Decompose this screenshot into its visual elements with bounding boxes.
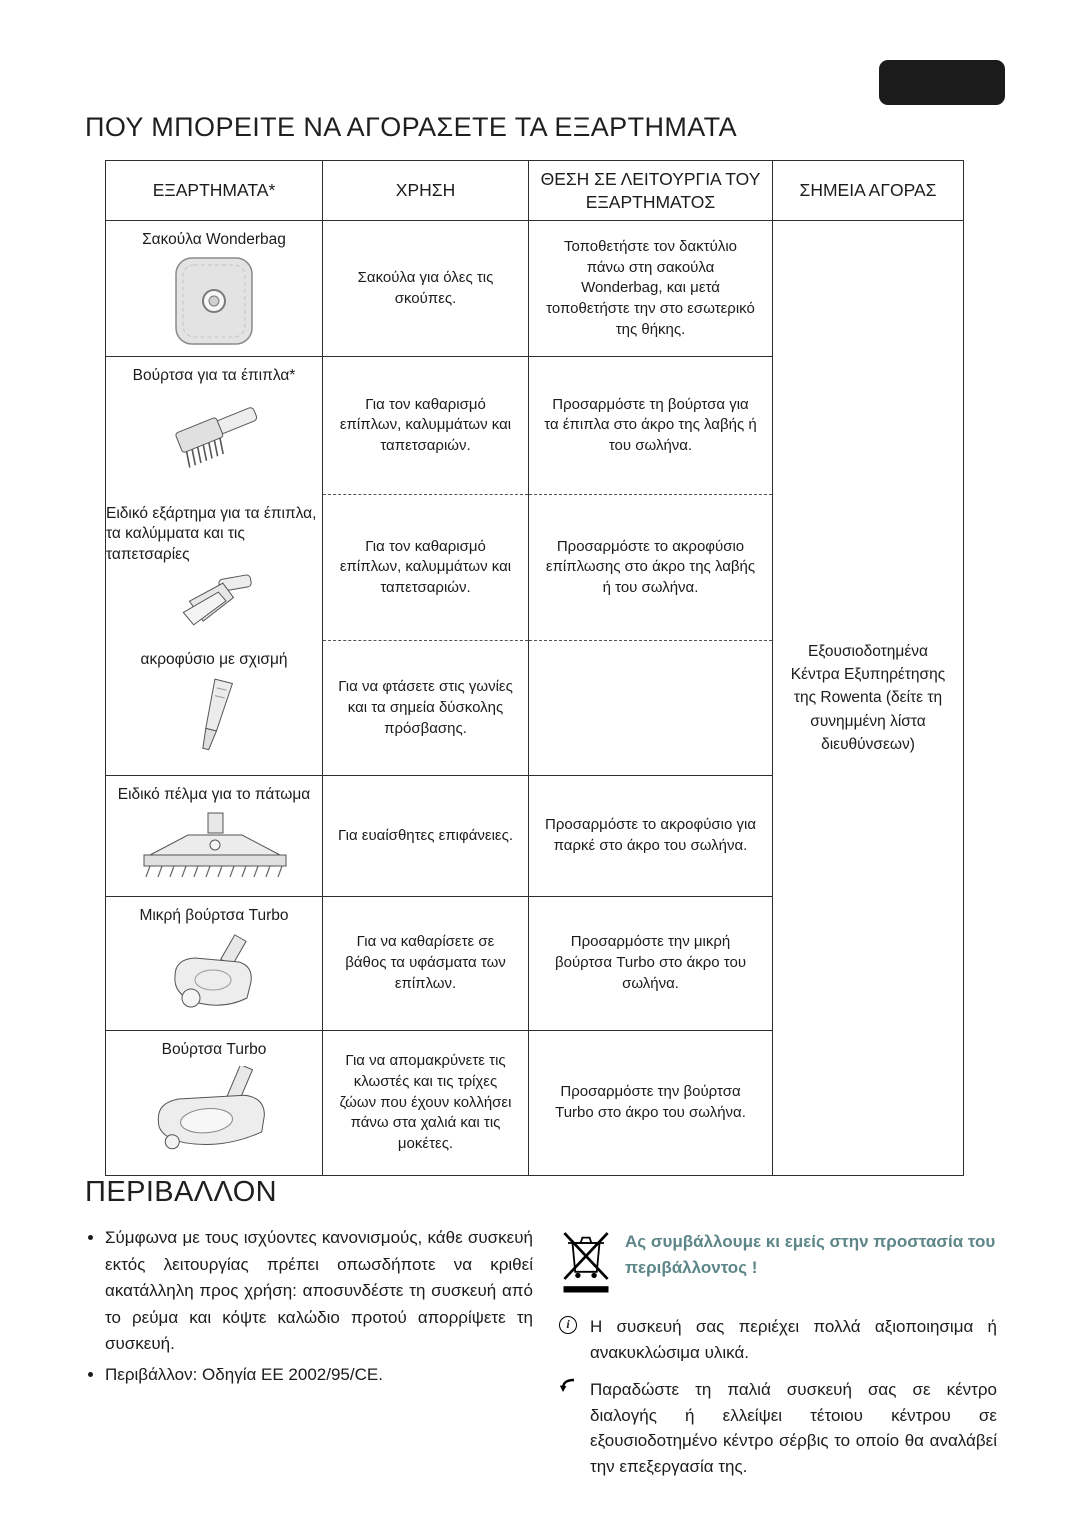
table-header-row — [106, 161, 964, 221]
accessory-name: Σακούλα Wonderbag — [142, 231, 286, 248]
use-cell — [323, 896, 529, 1030]
environment-bullet: • Σύμφωνα με τους ισχύοντες κανονισμούς, κάθε συσκευή εκτός λειτουργίας πρέπει οπωσδήποτε να κριθεί ακατάλληλη προς χρήση: αποσυνδέστε τη συσκευή από το ρεύμα και κόψτε καλώδιο προτού απορρίψετε τη συσκευή. — [105, 1225, 533, 1358]
accessory-cell-brush-group — [106, 357, 323, 776]
parquet-nozzle-image — [114, 811, 314, 891]
setup-text: Προσαρμόστε την μικρή βούρτσα Turbo στο άκρο του σωλήνα. — [554, 933, 747, 992]
setup-text: Προσαρμόστε το ακροφύσιο για παρκέ στο άκρο του σωλήνα. — [545, 816, 756, 854]
use-text: Για να φτάσετε στις γωνίες και τα σημεία δύσκολης πρόσβασης. — [338, 678, 513, 737]
use-text: Για να απομακρύνετε τις κλωστές και τις τρίχες ζώων που έχουν κολλήσει πάνω στα χαλιά και τις μοκέτες. — [339, 1052, 512, 1152]
use-text: Για να καθαρίσετε σε βάθος τα υφάσματα των επίπλων. — [345, 933, 506, 992]
eco-point — [559, 1377, 997, 1479]
col-header-setup: ΘΕΣΗ ΣΕ ΛΕΙΤΟΥΡΓΙΑ ΤΟΥ ΕΞΑΡΤΗΜΑΤΟΣ — [529, 161, 773, 221]
accessory-cell-wonderbag — [106, 221, 323, 357]
accessory-cell-mini-turbo — [106, 896, 323, 1030]
purchase-note: Εξουσιοδοτημένα Κέντρα Εξυπηρέτησης της Rowenta (δείτε τη συνημμένη λίστα διευθύνσεων) — [790, 642, 946, 753]
turbo-brush-image — [114, 1066, 314, 1168]
accessory-name: Βούρτσα Turbo — [161, 1040, 267, 1058]
accessory-name: Ειδικό πέλμα για το πάτωμα — [117, 786, 311, 804]
eco-point-text: Η συσκευή σας περιέχει πολλά αξιοποιησιμα ή ανακυκλώσιμα υλικά. — [590, 1317, 997, 1362]
accessory-item-crevice-nozzle — [106, 641, 322, 775]
setup-cell — [529, 896, 773, 1030]
accessory-item-furniture-brush — [106, 357, 322, 495]
use-cell — [323, 776, 529, 896]
language-tab — [879, 60, 1005, 105]
setup-text — [529, 641, 772, 775]
use-text: Για ευαίσθητες επιφάνειες. — [338, 826, 514, 844]
setup-cell-group — [529, 357, 773, 776]
furniture-brush-image — [160, 392, 268, 481]
curved-arrow-icon — [559, 1377, 581, 1479]
use-cell — [323, 1030, 529, 1175]
setup-text: Προσαρμόστε την βούρτσα Turbo στο άκρο του σωλήνα. — [555, 1083, 746, 1121]
recycle-bin-icon — [559, 1225, 613, 1302]
crevice-nozzle-image — [182, 676, 246, 761]
setup-text: Προσαρμόστε το ακροφύσιο επίπλωσης στο άκρο της λαβής ή του σωλήνα. — [529, 495, 772, 641]
accessories-table — [105, 160, 964, 1176]
environment-heading: ΠΕΡΙΒΑΛΛΟΝ — [85, 1176, 278, 1208]
use-text: Για τον καθαρισμό επίπλων, καλυμμάτων και ταπετσαριών. — [323, 357, 528, 495]
setup-cell — [529, 221, 773, 357]
environment-bullet: • Περιβάλλον: Οδηγία ΕΕ 2002/95/CE. — [105, 1362, 533, 1389]
accessory-name: Μικρή βούρτσα Turbo — [139, 906, 289, 924]
col-header-purchase: ΣΗΜΕΙΑ ΑΓΟΡΑΣ — [773, 161, 964, 221]
accessory-cell-parquet — [106, 776, 323, 896]
use-text: Σακούλα για όλες τις σκούπες. — [357, 268, 494, 307]
table-row-wonderbag — [106, 221, 964, 357]
use-text: Για τον καθαρισμό επίπλων, καλυμμάτων και ταπετσαριών. — [323, 495, 528, 641]
setup-text: Τοποθετήστε τον δακτύλιο πάνω στη σακούλα Wonderbag, και μετά τοποθετήστε την στο εσωτερικό της θήκης. — [546, 237, 755, 338]
accessory-name: ακροφύσιο με σχισμή — [140, 651, 288, 669]
eco-title: Ας συμβάλλουμε κι εμείς στην προστασία του περιβάλλοντος ! — [625, 1232, 996, 1277]
accessory-name: Ειδικό εξάρτημα για τα έπιπλα, τα καλύμματα και τις ταπετσαρίες — [106, 505, 317, 563]
eco-point-text: Παραδώστε τη παλιά συσκευή σας σε κέντρο διαλογής ή ελλείψει τέτοιου κέντρου σε εξουσιοδοτημένο κέντρο σέρβις το οποίο θα αναλάβεί την επεξεργασία της. — [590, 1380, 997, 1476]
mini-turbo-brush-image — [114, 932, 314, 1026]
upholstery-nozzle-image — [166, 571, 262, 638]
accessory-item-upholstery-nozzle — [106, 495, 322, 641]
col-header-use: ΧΡΗΣΗ — [323, 161, 529, 221]
environment-right-column — [559, 1225, 997, 1479]
setup-cell — [529, 776, 773, 896]
accessory-name: Βούρτσα για τα έπιπλα* — [132, 367, 296, 385]
col-header-accessories: ΕΞΑΡΤΗΜΑΤΑ* — [106, 161, 323, 221]
setup-text: Προσαρμόστε τη βούρτσα για τα έπιπλα στο άκρο της λαβής ή του σωλήνα. — [529, 357, 772, 495]
environment-left-column — [85, 1225, 533, 1479]
eco-point — [559, 1314, 997, 1365]
purchase-cell — [773, 221, 964, 1176]
setup-cell — [529, 1030, 773, 1175]
wonderbag-image — [114, 256, 314, 352]
info-icon: i — [559, 1314, 581, 1365]
use-cell — [323, 221, 529, 357]
environment-section — [85, 1176, 997, 1479]
use-cell-group — [323, 357, 529, 776]
page-title: ΠΟΥ ΜΠΟΡΕΙΤΕ ΝΑ ΑΓΟΡΑΣΕΤΕ ΤΑ ΕΞΑΡΤΗΜΑΤΑ — [85, 112, 737, 142]
accessory-cell-turbo — [106, 1030, 323, 1175]
